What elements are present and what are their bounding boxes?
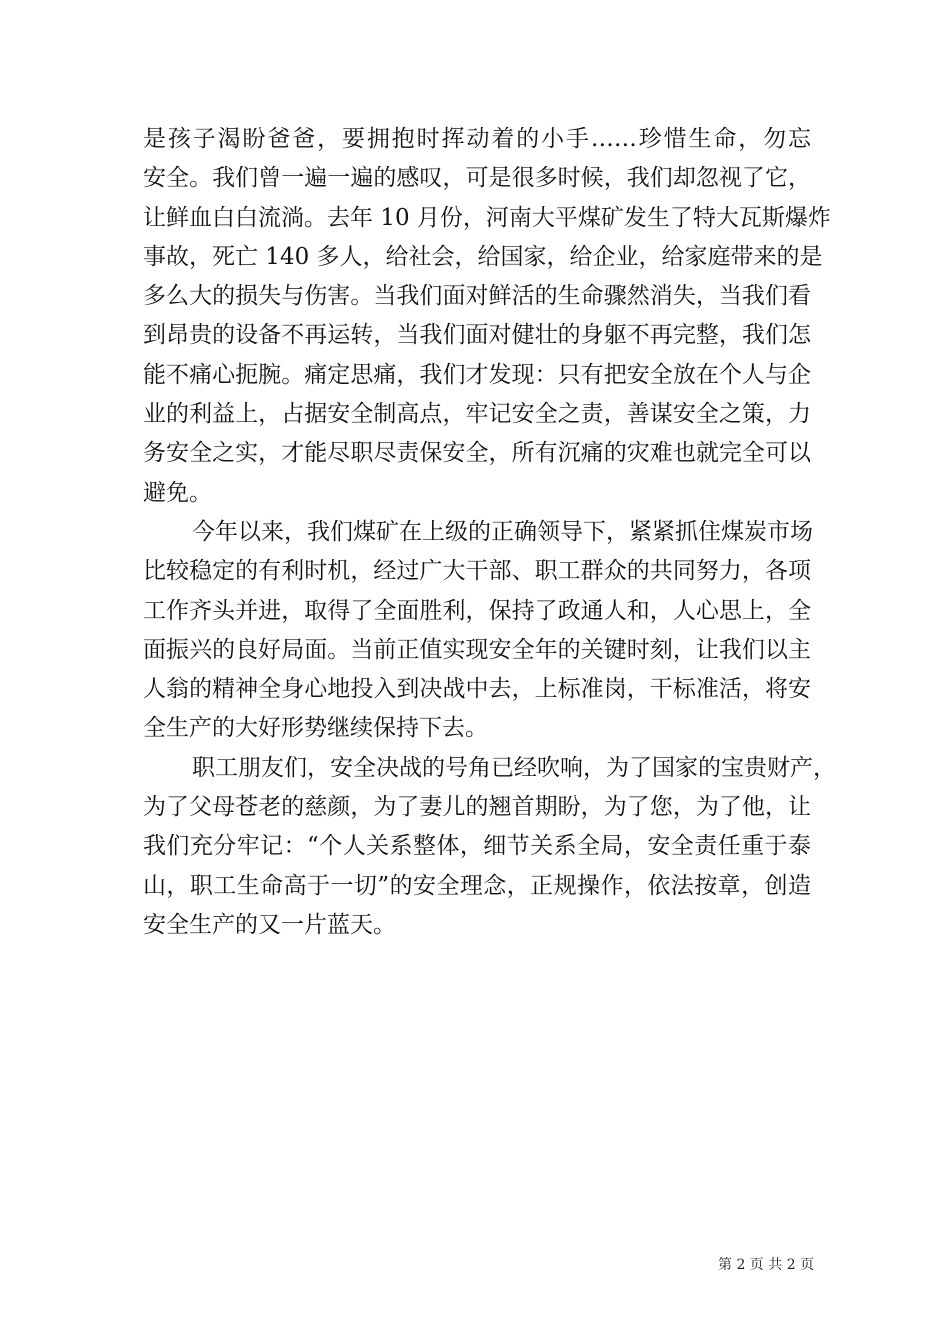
- text-line: 让鲜血白白流淌。去年 10 月份，河南大平煤矿发生了特大瓦斯爆炸: [143, 204, 831, 231]
- text-line: 工作齐头并进，取得了全面胜利，保持了政通人和，人心思上，全: [143, 597, 811, 624]
- text-line: 山，职工生命高于一切”的安全理念，正规操作，依法按章，创造: [143, 872, 811, 899]
- text-line: 务安全之实，才能尽职尽责保安全，所有沉痛的灾难也就完全可以: [143, 440, 811, 467]
- paragraph-1: [143, 120, 831, 513]
- text-line: 业的利益上，占据安全制高点，牢记安全之责，善谋安全之策，力: [143, 401, 811, 428]
- text-line: 安全。我们曾一遍一遍的感叹，可是很多时候，我们却忽视了它，: [143, 165, 811, 192]
- document-body: [143, 120, 836, 945]
- text-line: 避免。: [143, 479, 212, 506]
- text-line: 为了父母苍老的慈颜，为了妻儿的翘首期盼，为了您，为了他，让: [143, 794, 811, 821]
- text-line: 职工朋友们，安全决战的号角已经吹响，为了国家的宝贵财产，: [192, 754, 836, 781]
- paragraph-2: [143, 513, 811, 749]
- text-line: 全生产的大好形势继续保持下去。: [143, 715, 488, 742]
- text-line: 到昂贵的设备不再运转，当我们面对健壮的身躯不再完整，我们怎: [143, 322, 811, 349]
- text-line: 是孩子渴盼爸爸，要拥抱时挥动着的小手……珍惜生命，勿忘: [143, 126, 811, 152]
- text-line: 多么大的损失与伤害。当我们面对鲜活的生命骤然消失，当我们看: [143, 283, 811, 310]
- text-line: 能不痛心扼腕。痛定思痛，我们才发现：只有把安全放在个人与企: [143, 361, 811, 388]
- text-line: 人翁的精神全身心地投入到决战中去，上标准岗，干标准活，将安: [143, 676, 811, 703]
- paragraph-3: [143, 749, 836, 945]
- text-line: 我们充分牢记：“个人关系整体，细节关系全局，安全责任重于泰: [143, 833, 811, 860]
- text-line: 事故，死亡 140 多人，给社会，给国家，给企业，给家庭带来的是: [143, 243, 823, 270]
- text-line: 安全生产的又一片蓝天。: [143, 911, 396, 938]
- page-number-footer: 第 2 页 共 2 页: [718, 1257, 815, 1273]
- text-line: 今年以来，我们煤矿在上级的正确领导下，紧紧抓住煤炭市场: [192, 518, 813, 545]
- text-line: 面振兴的良好局面。当前正值实现安全年的关键时刻，让我们以主: [143, 636, 811, 663]
- text-line: 比较稳定的有利时机，经过广大干部、职工群众的共同努力，各项: [143, 558, 811, 585]
